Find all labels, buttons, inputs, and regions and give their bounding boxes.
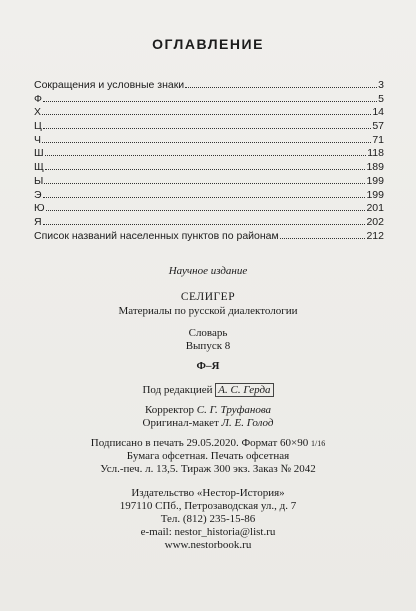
toc-entry-label: Ю: [34, 202, 45, 215]
toc-entry-label: Я: [34, 215, 42, 228]
toc-entry: [34, 133, 384, 147]
publisher-email: e-mail: nestor_historia@list.ru: [140, 526, 276, 538]
toc-leader-dots: [43, 92, 377, 102]
layout-label: Оригинал-макет: [142, 417, 219, 429]
proofreader-label: Корректор: [144, 404, 194, 416]
toc-entry-page: 71: [372, 133, 384, 146]
toc-entry-page: 199: [366, 174, 384, 187]
toc-entry: [34, 160, 384, 174]
toc-leader-dots: [42, 133, 371, 143]
toc-entry: [34, 215, 384, 229]
credits-block: [0, 404, 416, 430]
publisher-phone: Тел. (812) 235-15-86: [160, 513, 256, 525]
toc-leader-dots: [280, 229, 366, 239]
publisher-address: 197110 СПб., Петрозаводская ул., д. 7: [119, 500, 297, 512]
editor-name: А. С. Герда: [215, 383, 273, 397]
proofreader-name: С. Г. Труфанова: [196, 404, 272, 416]
toc-entry-page: 14: [372, 106, 384, 119]
toc-entry-page: 5: [378, 92, 384, 105]
toc-entry-label: Ф: [34, 92, 42, 105]
publisher-block: [0, 487, 416, 552]
toc-entry-page: 118: [367, 147, 384, 160]
toc-entry-page: 212: [366, 229, 384, 242]
toc-entry-label: Ц: [34, 120, 42, 133]
signed-text: Подписано в печать 29.05.2020. Формат 60×90: [90, 437, 309, 449]
toc-entry-label: Э: [34, 188, 42, 201]
toc-entry: [34, 78, 384, 92]
toc-heading: ОГЛАВЛЕНИЕ: [152, 36, 264, 52]
editor-line: [0, 384, 416, 397]
toc-entry: [34, 92, 384, 106]
proofreader-line: [0, 404, 416, 417]
issue-label: Выпуск 8: [185, 340, 231, 352]
layout-name: Л. Е. Голод: [221, 417, 274, 429]
toc-leader-dots: [43, 119, 372, 129]
book-title: СЕЛИГЕР: [180, 291, 236, 303]
toc-entry: [34, 146, 384, 160]
publication-kind: Научное издание: [168, 265, 248, 277]
editor-prefix: Под редакцией: [142, 384, 213, 396]
toc-leader-dots: [42, 105, 371, 115]
toc-entry-label: Ы: [34, 174, 44, 187]
toc-entry: [34, 188, 384, 202]
toc-entry: [34, 229, 384, 243]
toc-entry-label: Х: [34, 106, 42, 119]
toc-entry-page: 202: [366, 215, 384, 228]
format-fraction: 1/16: [310, 439, 326, 448]
toc-entry-label: Сокращения и условные знаки: [34, 79, 185, 91]
table-of-contents: [34, 78, 384, 242]
toc-entry: [34, 201, 384, 215]
layout-line: [0, 417, 416, 430]
toc-entry-page: 57: [372, 120, 384, 133]
sheets-line: Усл.-печ. л. 13,5. Тираж 300 экз. Заказ № 2042: [100, 463, 316, 475]
toc-entry: [34, 105, 384, 119]
toc-entry: [34, 174, 384, 188]
toc-entry-page: 189: [366, 161, 384, 174]
toc-entry-label: Щ: [34, 161, 44, 174]
book-subtitle: Материалы по русской диалектологии: [118, 305, 298, 317]
toc-entry: [34, 119, 384, 133]
toc-leader-dots: [44, 174, 365, 184]
toc-leader-dots: [45, 146, 367, 156]
letter-range: Ф–Я: [196, 360, 220, 372]
dictionary-label: Словарь: [188, 327, 228, 339]
signed-line: [0, 437, 416, 450]
toc-leader-dots: [43, 215, 366, 225]
toc-leader-dots: [46, 201, 366, 211]
toc-leader-dots: [185, 78, 377, 88]
print-data-block: [0, 437, 416, 476]
publisher-name: Издательство «Нестор-История»: [131, 487, 285, 499]
paper-line: Бумага офсетная. Печать офсетная: [126, 450, 290, 462]
toc-entry-page: 3: [378, 79, 384, 91]
publisher-website: www.nestorbook.ru: [164, 539, 252, 551]
toc-leader-dots: [43, 188, 366, 198]
toc-entry-label: Список названий населенных пунктов по районам: [34, 229, 279, 242]
toc-entry-label: Ш: [34, 147, 44, 160]
toc-entry-page: 199: [366, 188, 384, 201]
toc-leader-dots: [45, 160, 366, 170]
toc-entry-page: 201: [366, 202, 384, 215]
toc-entry-label: Ч: [34, 133, 41, 146]
